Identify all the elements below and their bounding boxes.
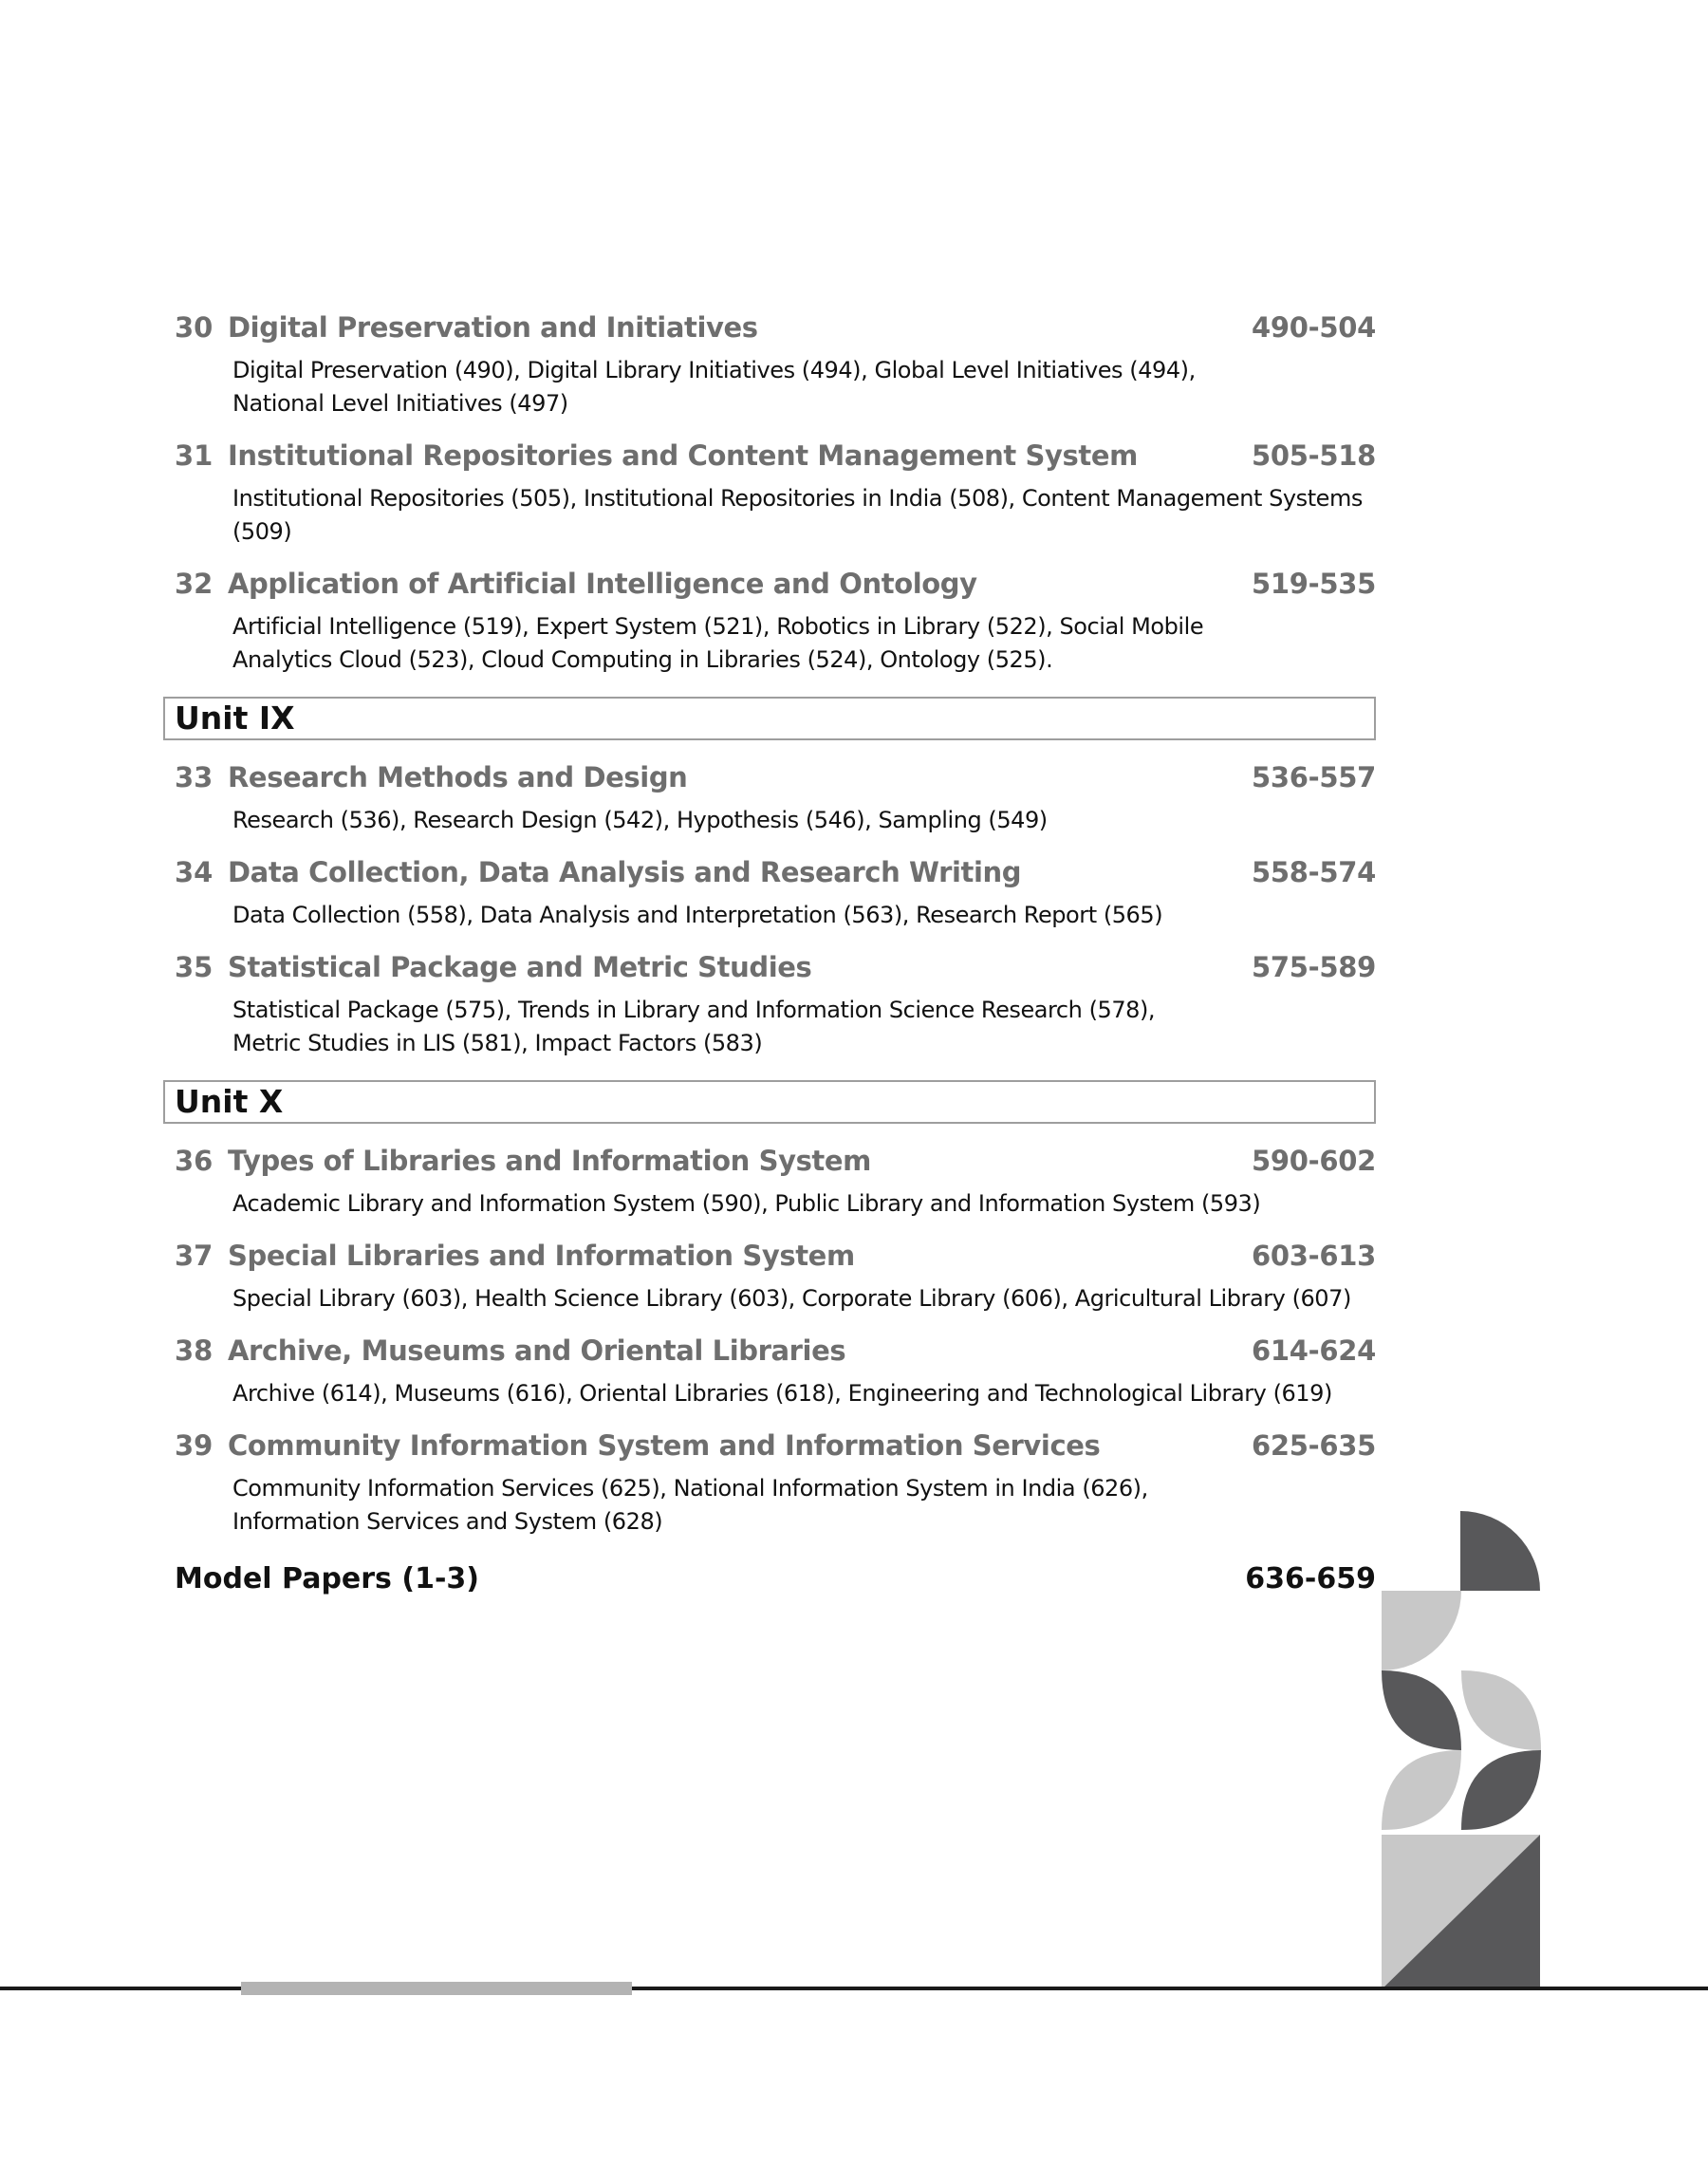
toc-section-top [163, 311, 1376, 678]
toc-entry-header [163, 1334, 1376, 1378]
chapter-pages: 536-557 [1251, 761, 1376, 793]
footer-accent-bar [241, 1982, 632, 1995]
table-of-contents [163, 311, 1376, 1595]
chapter-title: Types of Libraries and Information System [228, 1145, 871, 1177]
chapter-topics-line: Institutional Repositories (505), Institutional Repositories in India (508), Content Management Systems [232, 485, 1363, 512]
toc-entry-header [163, 856, 1376, 900]
quarter-circle-light [1382, 1591, 1461, 1670]
toc-entry-header [163, 568, 1376, 611]
chapter-topics-line: National Level Initiatives (497) [232, 390, 568, 417]
model-papers-row [163, 1562, 1376, 1595]
toc-entry [163, 439, 1376, 550]
toc-entry-header [163, 1145, 1376, 1188]
chapter-topics-line: Metric Studies in LIS (581), Impact Factors (583) [232, 1030, 763, 1056]
model-papers-title: Model Papers (1-3) [175, 1562, 479, 1595]
chapter-topics-line: Community Information Services (625), National Information System in India (626), [232, 1475, 1148, 1502]
leaf-light-right [1461, 1670, 1541, 1750]
toc-entry-header [163, 439, 1376, 483]
chapter-topics-line: Information Services and System (628) [232, 1508, 663, 1535]
chapter-topics-line: Artificial Intelligence (519), Expert System (521), Robotics in Library (522), Social Mobile [232, 613, 1204, 640]
chapter-title: Special Libraries and Information System [228, 1240, 855, 1272]
chapter-title: Application of Artificial Intelligence and Ontology [228, 568, 977, 600]
chapter-number: 31 [175, 439, 214, 472]
chapter-topics-line: Statistical Package (575), Trends in Library and Information Science Research (578), [232, 997, 1156, 1023]
chapter-number: 36 [175, 1145, 214, 1177]
chapter-title: Archive, Museums and Oriental Libraries [228, 1334, 846, 1367]
toc-section-unit-x [163, 1145, 1376, 1539]
toc-section-unit-ix [163, 761, 1376, 1061]
chapter-topics-line: Digital Preservation (490), Digital Library Initiatives (494), Global Level Initiatives (494), [232, 357, 1196, 383]
chapter-topics-line: Data Collection (558), Data Analysis and Interpretation (563), Research Report (565) [232, 902, 1163, 928]
unit-heading-ix: Unit IX [163, 697, 1376, 740]
quarter-circle-top [1460, 1511, 1540, 1591]
chapter-number: 35 [175, 951, 214, 983]
chapter-number: 37 [175, 1240, 214, 1272]
chapter-topics-line: (509) [232, 518, 292, 545]
chapter-title: Statistical Package and Metric Studies [228, 951, 812, 983]
leaf-dark-left [1382, 1670, 1461, 1750]
toc-entry-header [163, 1240, 1376, 1283]
toc-entry [163, 1334, 1376, 1411]
toc-entry-header [163, 1429, 1376, 1473]
chapter-number: 38 [175, 1334, 214, 1367]
decorative-shapes [1380, 1509, 1542, 1989]
toc-entry-header [163, 311, 1376, 355]
chapter-number: 32 [175, 568, 214, 600]
chapter-pages: 575-589 [1251, 951, 1376, 983]
toc-entry [163, 761, 1376, 838]
chapter-number: 34 [175, 856, 214, 888]
chapter-pages: 625-635 [1251, 1429, 1376, 1462]
toc-entry [163, 568, 1376, 678]
chapter-topics-line: Academic Library and Information System (590), Public Library and Information System (593) [232, 1190, 1261, 1217]
chapter-topics-line: Research (536), Research Design (542), Hypothesis (546), Sampling (549) [232, 807, 1048, 833]
leaf-dark-right [1461, 1750, 1541, 1830]
chapter-number: 33 [175, 761, 214, 793]
chapter-title: Research Methods and Design [228, 761, 688, 793]
model-papers-pages: 636-659 [1245, 1562, 1376, 1595]
leaf-light-left [1382, 1750, 1461, 1830]
chapter-title: Data Collection, Data Analysis and Research Writing [228, 856, 1022, 888]
chapter-pages: 603-613 [1251, 1240, 1376, 1272]
chapter-pages: 590-602 [1251, 1145, 1376, 1177]
chapter-title: Institutional Repositories and Content Management System [228, 439, 1138, 472]
toc-entry [163, 1240, 1376, 1316]
chapter-topics-line: Archive (614), Museums (616), Oriental Libraries (618), Engineering and Technological Library (619) [232, 1380, 1332, 1407]
unit-heading-x: Unit X [163, 1080, 1376, 1124]
chapter-number: 39 [175, 1429, 214, 1462]
chapter-pages: 614-624 [1251, 1334, 1376, 1367]
toc-entry-header [163, 951, 1376, 995]
chapter-pages: 519-535 [1251, 568, 1376, 600]
toc-entry [163, 311, 1376, 421]
chapter-title: Digital Preservation and Initiatives [228, 311, 758, 344]
chapter-pages: 490-504 [1251, 311, 1376, 344]
chapter-title: Community Information System and Information Services [228, 1429, 1101, 1462]
chapter-topics-line: Analytics Cloud (523), Cloud Computing in Libraries (524), Ontology (525). [232, 646, 1053, 673]
toc-entry [163, 1429, 1376, 1539]
chapter-pages: 558-574 [1251, 856, 1376, 888]
toc-entry [163, 856, 1376, 933]
toc-entry [163, 1145, 1376, 1222]
toc-entry [163, 951, 1376, 1061]
chapter-pages: 505-518 [1251, 439, 1376, 472]
toc-entry-header [163, 761, 1376, 805]
chapter-topics-line: Special Library (603), Health Science Library (603), Corporate Library (606), Agricultural Library (607) [232, 1285, 1351, 1312]
chapter-number: 30 [175, 311, 214, 344]
